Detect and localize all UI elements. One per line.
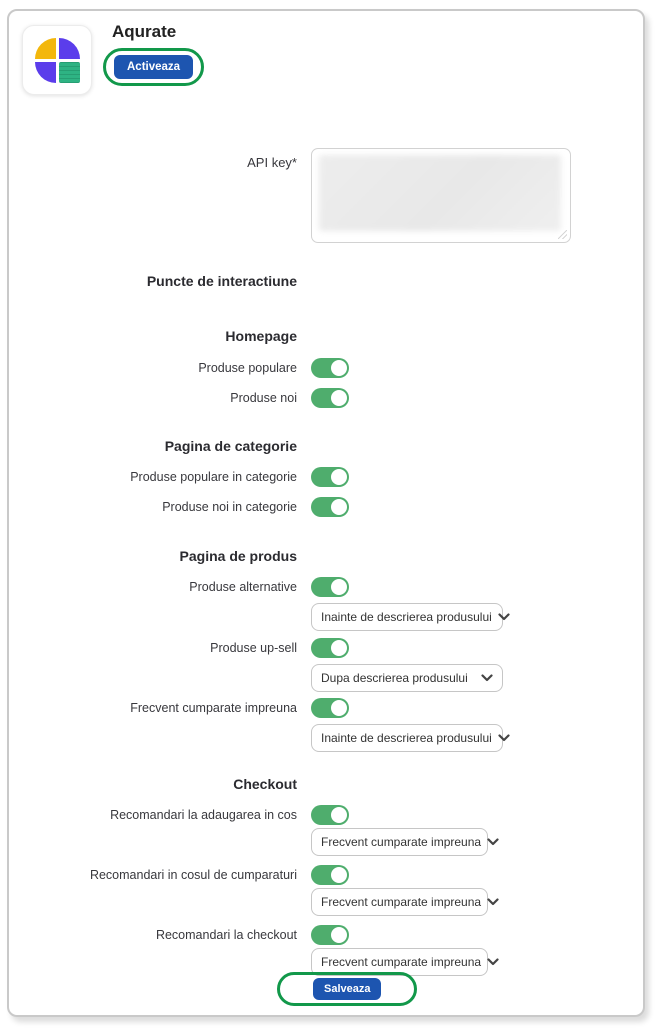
toggle-knob <box>330 359 348 377</box>
section-heading-categorie: Pagina de categorie <box>164 438 297 454</box>
setting-row <box>9 467 643 487</box>
setting-row <box>9 497 643 517</box>
toggle-knob <box>330 866 348 884</box>
logo-quadrant-purple-bottom <box>35 62 56 83</box>
setting-row <box>9 358 643 378</box>
setting-label: Produse noi <box>230 391 297 405</box>
toggle-knob <box>330 639 348 657</box>
toggle-produse-populare[interactable] <box>311 358 349 378</box>
toggle-knob <box>330 389 348 407</box>
toggle-recomandari-checkout[interactable] <box>311 925 349 945</box>
toggle-knob <box>330 468 348 486</box>
resize-grip[interactable] <box>558 230 567 239</box>
toggle-produse-noi[interactable] <box>311 388 349 408</box>
setting-select-row <box>9 724 643 752</box>
chevron-down-icon <box>498 734 510 742</box>
toggle-noi-in-categorie[interactable] <box>311 497 349 517</box>
toggle-frecvent-cumparate[interactable] <box>311 698 349 718</box>
setting-label: Recomandari in cosul de cumparaturi <box>89 868 297 882</box>
select-value: Frecvent cumparate impreuna <box>321 835 482 849</box>
setting-label: Recomandari la adaugarea in cos <box>110 808 297 822</box>
setting-row <box>9 805 643 825</box>
toggle-knob <box>330 498 348 516</box>
toggle-knob <box>330 926 348 944</box>
recomandari-adaugare-cos-select[interactable] <box>311 828 488 856</box>
section-heading-checkout: Checkout <box>233 776 297 792</box>
toggle-produse-alternative[interactable] <box>311 577 349 597</box>
select-value: Frecvent cumparate impreuna <box>321 895 482 909</box>
chevron-down-icon <box>481 674 493 682</box>
api-key-redacted-value <box>319 155 561 231</box>
recomandari-cos-cumparaturi-select[interactable] <box>311 888 488 916</box>
toggle-knob <box>330 578 348 596</box>
logo-quadrant-yellow <box>35 38 56 59</box>
interaction-points-title: Puncte de interactiune <box>146 273 297 289</box>
toggle-knob <box>330 699 348 717</box>
save-button[interactable]: Salveaza <box>313 978 381 1000</box>
setting-row <box>9 638 643 658</box>
toggle-recomandari-adaugare-cos[interactable] <box>311 805 349 825</box>
save-area <box>277 972 643 1006</box>
setting-label: Produse populare in categorie <box>130 470 297 484</box>
setting-select-row <box>9 603 643 631</box>
main-content <box>9 11 643 1006</box>
save-annotation-ring <box>277 972 417 1006</box>
api-key-row <box>9 148 643 243</box>
api-key-input[interactable] <box>311 148 571 243</box>
produse-up-sell-position-select[interactable] <box>311 664 503 692</box>
setting-select-row <box>9 888 643 916</box>
chevron-down-icon <box>487 838 499 846</box>
select-value: Dupa descrierea produsului <box>321 671 468 685</box>
logo-quadrant-green <box>59 62 80 83</box>
setting-row <box>9 577 643 597</box>
toggle-produse-up-sell[interactable] <box>311 638 349 658</box>
section-heading-homepage: Homepage <box>225 328 297 344</box>
api-key-label: API key* <box>247 155 297 170</box>
aqurate-logo-icon <box>35 38 80 83</box>
chevron-down-icon <box>487 958 499 966</box>
frecvent-cumparate-position-select[interactable] <box>311 724 503 752</box>
chevron-down-icon <box>487 898 499 906</box>
produse-alternative-position-select[interactable] <box>311 603 503 631</box>
toggle-populare-in-categorie[interactable] <box>311 467 349 487</box>
setting-label: Frecvent cumparate impreuna <box>130 701 297 715</box>
module-header <box>9 11 643 114</box>
section-heading-produs: Pagina de produs <box>179 548 297 564</box>
setting-row <box>9 388 643 408</box>
activate-button[interactable]: Activeaza <box>114 55 193 79</box>
activate-annotation-ring <box>103 48 204 86</box>
setting-row <box>9 925 643 945</box>
page-title: Aqurate <box>112 22 177 41</box>
setting-label: Produse up-sell <box>210 641 297 655</box>
setting-row <box>9 698 643 718</box>
select-value: Inainte de descrierea produsului <box>321 610 492 624</box>
toggle-knob <box>330 806 348 824</box>
setting-label: Recomandari la checkout <box>155 928 297 942</box>
toggle-recomandari-cos-cumparaturi[interactable] <box>311 865 349 885</box>
chevron-down-icon <box>498 613 510 621</box>
setting-label: Produse populare <box>198 361 297 375</box>
setting-row <box>9 865 643 885</box>
aqurate-logo <box>22 25 92 95</box>
setting-select-row <box>9 664 643 692</box>
logo-quadrant-purple-top <box>59 38 80 59</box>
setting-select-row <box>9 828 643 856</box>
select-value: Frecvent cumparate impreuna <box>321 955 482 969</box>
select-value: Inainte de descrierea produsului <box>321 731 492 745</box>
setting-label: Produse noi in categorie <box>162 500 297 514</box>
setting-label: Produse alternative <box>189 580 297 594</box>
